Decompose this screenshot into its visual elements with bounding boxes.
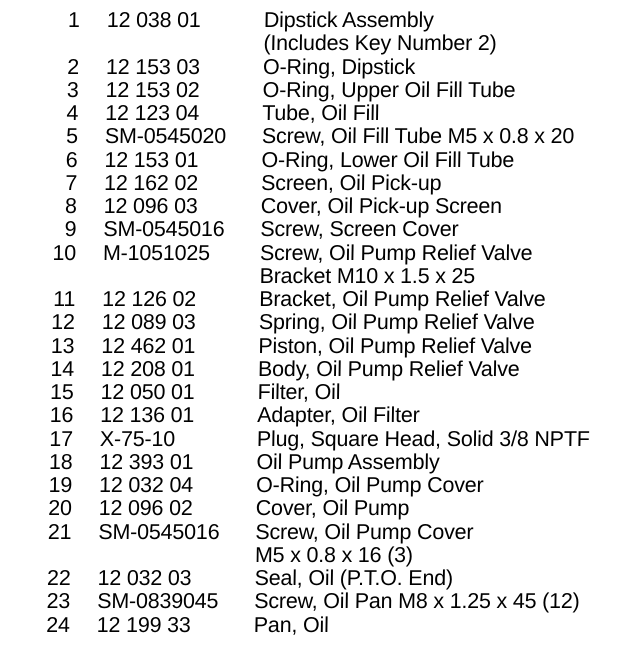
part-description: Dipstick Assembly [263, 8, 434, 32]
parts-row [0, 451, 635, 474]
part-description: Screw, Oil Pump Cover [255, 519, 474, 544]
key-number: 7 [65, 170, 78, 195]
part-number: 12 050 01 [100, 380, 195, 404]
key-number: 17 [49, 426, 74, 451]
part-description: Screen, Oil Pick-up [260, 170, 442, 195]
part-description: Screw, Oil Fill Tube M5 x 0.8 x 20 [261, 124, 575, 149]
part-description: Pan, Oil [253, 612, 329, 637]
part-number: 12 089 03 [101, 310, 196, 335]
parts-row [0, 590, 632, 613]
part-number: 12 208 01 [100, 356, 196, 381]
parts-row [0, 404, 635, 427]
parts-row [0, 567, 633, 590]
parts-row [0, 125, 640, 148]
part-number: 12 032 04 [98, 473, 194, 497]
part-description: O-Ring, Upper Oil Fill Tube [262, 77, 516, 102]
key-number: 4 [66, 101, 79, 125]
parts-row-continuation [0, 32, 642, 55]
key-number: 14 [50, 356, 75, 381]
key-number: 18 [48, 449, 73, 474]
parts-row [0, 56, 641, 79]
part-number: SM-0545020 [104, 124, 227, 149]
part-description: Bracket, Oil Pump Relief Valve [258, 287, 546, 311]
part-number: SM-0545016 [98, 519, 220, 544]
part-number: 12 032 03 [97, 566, 192, 590]
part-description: O-Ring, Dipstick [262, 54, 416, 79]
part-number: 12 136 01 [100, 403, 195, 428]
part-number [102, 265, 209, 288]
part-number: 12 393 01 [99, 449, 194, 474]
part-description: M5 x 0.8 x 16 (3) [254, 542, 414, 567]
parts-row [0, 195, 639, 218]
part-number: 12 038 01 [106, 8, 201, 32]
key-number: 20 [48, 496, 72, 521]
part-number: SM-0839045 [96, 589, 219, 614]
parts-row [0, 102, 640, 125]
parts-row [0, 172, 639, 195]
part-number: 12 153 02 [105, 77, 200, 102]
key-number: 12 [51, 310, 76, 335]
part-number: X-75-10 [99, 426, 176, 451]
part-number: 12 096 02 [98, 496, 193, 521]
part-number: 12 153 03 [105, 54, 201, 79]
parts-row [0, 521, 634, 544]
part-number: M-1051025 [102, 240, 211, 265]
parts-row [0, 428, 635, 451]
parts-row [0, 335, 637, 358]
parts-row-continuation [0, 265, 638, 288]
parts-row-continuation [0, 544, 633, 567]
parts-row [0, 218, 639, 241]
key-number: 22 [46, 566, 71, 590]
part-description: Plug, Square Head, Solid 3/8 NPTF [256, 426, 590, 451]
key-number: 6 [65, 147, 78, 172]
key-number: 24 [46, 612, 70, 637]
parts-row [0, 242, 638, 265]
key-number: 16 [49, 403, 74, 428]
part-description: Screw, Screen Cover [260, 217, 459, 242]
key-number [0, 544, 71, 567]
part-description: Screw, Oil Pump Relief Valve [259, 240, 533, 265]
part-description: Tube, Oil Fill [262, 101, 380, 125]
key-number: 2 [67, 54, 80, 79]
part-number: 12 153 01 [104, 147, 199, 172]
part-description: Bracket M10 x 1.5 x 25 [259, 263, 476, 288]
part-description: Cover, Oil Pick-up Screen [260, 194, 503, 218]
key-number: 11 [53, 287, 76, 311]
part-number: 12 123 04 [105, 101, 200, 125]
part-description: O-Ring, Lower Oil Fill Tube [261, 147, 515, 172]
part-number: 12 462 01 [101, 333, 196, 358]
parts-row [0, 311, 637, 334]
part-description: Seal, Oil (P.T.O. End) [254, 566, 454, 590]
parts-row [0, 79, 641, 102]
parts-row [0, 9, 642, 32]
parts-row [0, 381, 636, 404]
key-number: 19 [48, 473, 73, 497]
part-description: Oil Pump Assembly [256, 449, 440, 474]
part-number [106, 32, 213, 55]
parts-row [0, 358, 636, 381]
key-number: 5 [65, 124, 79, 149]
part-description: Filter, Oil [257, 380, 341, 404]
part-number: 12 199 33 [96, 612, 191, 637]
parts-row [0, 614, 632, 637]
part-number: 12 126 02 [101, 287, 197, 311]
key-number: 3 [66, 77, 79, 102]
key-number: 8 [64, 194, 77, 218]
parts-list [0, 9, 642, 637]
key-number [0, 32, 80, 55]
parts-row [0, 474, 634, 497]
parts-row [0, 149, 640, 172]
key-number: 15 [49, 380, 74, 404]
part-number: SM-0545016 [103, 217, 225, 242]
part-description: Screw, Oil Pan M8 x 1.25 x 45 (12) [253, 589, 580, 614]
key-number: 21 [47, 519, 72, 544]
part-number: 12 162 02 [103, 170, 199, 195]
key-number: 10 [52, 240, 77, 265]
key-number [0, 265, 76, 288]
key-number: 1 [67, 8, 81, 32]
part-description: Body, Oil Pump Relief Valve [257, 356, 520, 381]
part-description: (Includes Key Number 2) [263, 31, 497, 56]
part-number [98, 544, 205, 567]
part-number: 12 096 03 [103, 194, 198, 218]
part-description: O-Ring, Oil Pump Cover [255, 473, 484, 497]
parts-row [0, 288, 637, 311]
part-description: Spring, Oil Pump Relief Valve [258, 310, 535, 335]
part-description: Adapter, Oil Filter [257, 403, 420, 428]
parts-row [0, 497, 634, 520]
key-number: 23 [46, 589, 71, 614]
part-description: Piston, Oil Pump Relief Valve [258, 333, 533, 358]
part-description: Cover, Oil Pump [255, 496, 410, 521]
key-number: 9 [64, 217, 77, 242]
key-number: 13 [50, 333, 75, 358]
